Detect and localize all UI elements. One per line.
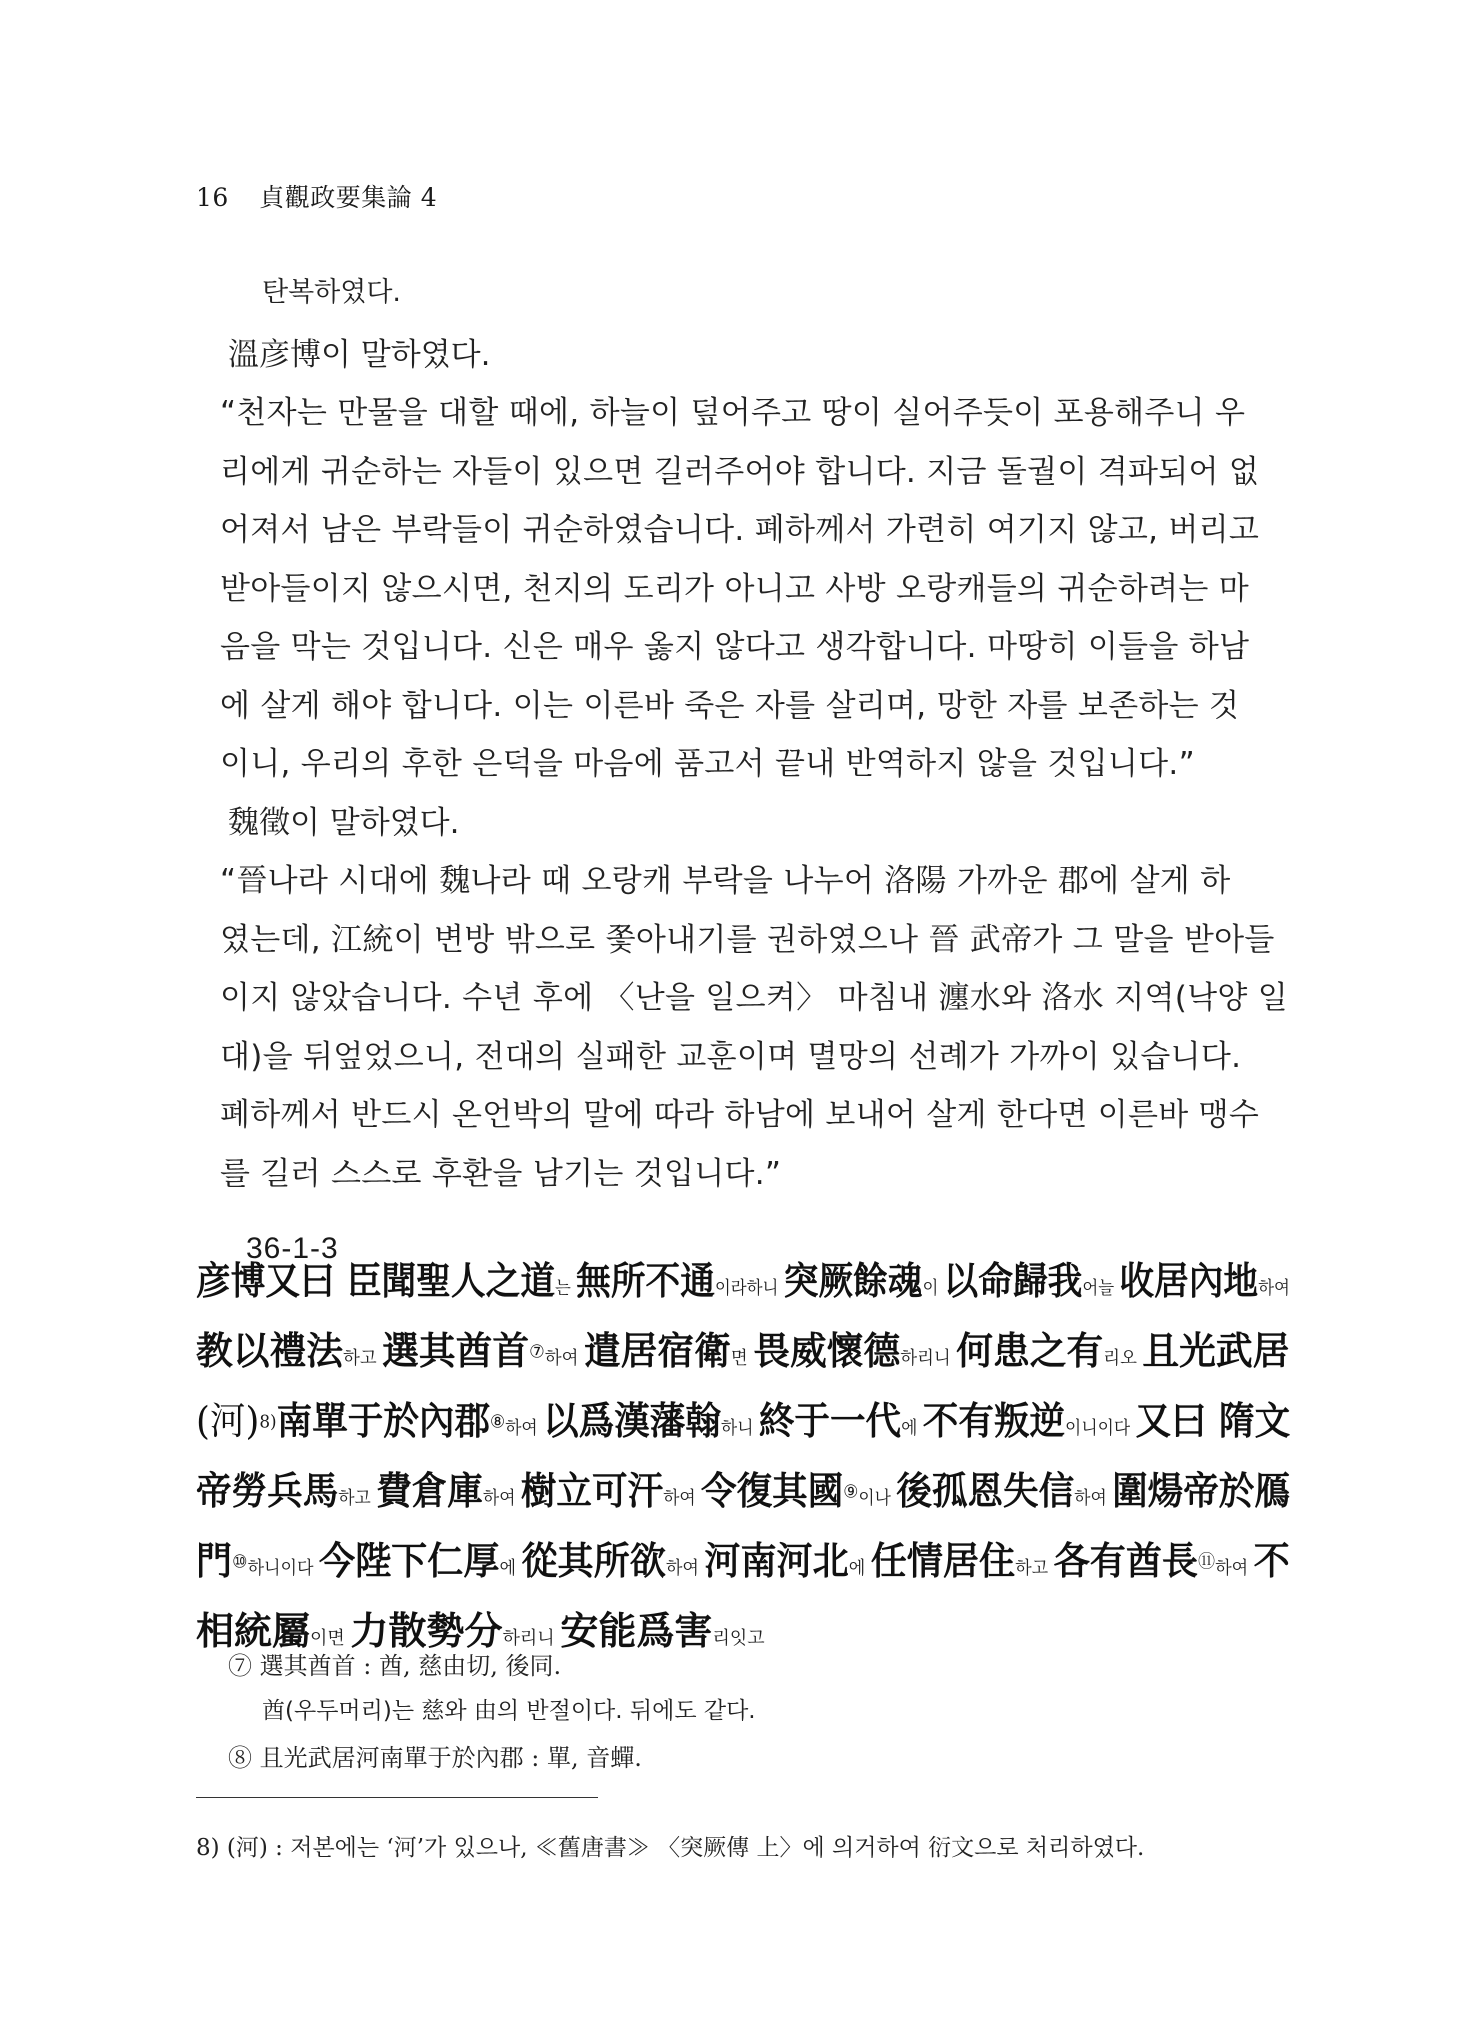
korean-particle: 하고 (338, 1488, 377, 1509)
classical-text: 費倉庫 (376, 1468, 483, 1513)
korean-particle: 이니이다 (1065, 1418, 1136, 1439)
page-number: 16 (196, 183, 229, 212)
translation-line: “晉나라 시대에 魏나라 때 오랑캐 부락을 나누어 洛陽 가까운 郡에 살게 하 (220, 863, 1231, 899)
book-title: 貞觀政要集論 4 (259, 183, 438, 212)
classical-text: 收居內地 (1119, 1258, 1259, 1303)
original-text-line (196, 1250, 1290, 1305)
translation-line: 이니, 우리의 후한 은덕을 마음에 품고서 끝내 반역하지 않을 것입니다.” (220, 746, 1195, 782)
classical-text: 南單于於內郡 (276, 1398, 491, 1443)
classical-text: 何患之有 (956, 1328, 1104, 1373)
classical-text: 力散勢分 (350, 1608, 503, 1653)
classical-text: 各有酋長 (1053, 1538, 1199, 1583)
korean-particle: 하여 (482, 1488, 521, 1509)
classical-text: 終于一代 (758, 1398, 902, 1443)
note-marker: ⑪ (1198, 1551, 1216, 1573)
section-number: 36-1-3 (246, 1232, 339, 1265)
translation-line: 에 살게 해야 합니다. 이는 이른바 죽은 자를 살리며, 망한 자를 보존하는 것 (220, 687, 1240, 724)
korean-particle: 리오 (1103, 1348, 1143, 1369)
note-marker: ⑨ (843, 1481, 859, 1503)
korean-particle: 이면 (310, 1628, 351, 1649)
classical-text: 選其酋首 (382, 1328, 530, 1373)
classical-text: 今陛下仁厚 (318, 1538, 500, 1583)
korean-particle: 하여 (663, 1488, 702, 1509)
footnote: 8) (河) : 저본에는 ‘河’가 있으나, ≪舊唐書≫ 〈突厥傳 上〉에 의거하여 衍文으로 처리하였다. (196, 1835, 1145, 1861)
note-marker: ⑦ (529, 1341, 545, 1363)
korean-particle: 하니이다 (247, 1558, 319, 1579)
classical-text: 且光武居 (1142, 1328, 1290, 1373)
translation-line: 받아들이지 않으시면, 천지의 도리가 아니고 사방 오랑캐들의 귀순하려는 마 (220, 570, 1250, 607)
translation-line: 리에게 귀순하는 자들이 있으면 길러주어야 합니다. 지금 돌궐이 격파되어 없 (220, 453, 1260, 490)
classical-text: 相統屬 (196, 1608, 311, 1653)
korean-particle: 는 (555, 1278, 577, 1299)
korean-particle: 에 (901, 1418, 923, 1439)
classical-text: 河南河北 (704, 1538, 849, 1583)
translation-line: 이지 않았습니다. 수년 후에 〈난을 일으켜〉 마침내 瀍水와 洛水 지역(낙양 일 (220, 980, 1289, 1016)
classical-text: 又曰 隋文 (1135, 1398, 1291, 1443)
classical-text: 彦博又曰 臣聞聖人之道 (196, 1258, 556, 1303)
translation-line: 대)을 뒤엎었으니, 전대의 실패한 교훈이며 멸망의 선례가 가까이 있습니다. (220, 1038, 1242, 1075)
classical-text: 門 (196, 1538, 233, 1583)
korean-particle: 에 (499, 1558, 522, 1579)
classical-text: 從其所欲 (521, 1538, 666, 1583)
classical-text: 圍煬帝於鴈 (1112, 1468, 1290, 1513)
original-text-line (196, 1530, 1290, 1585)
translation-line: 溫彦博이 말하였다. (228, 336, 491, 373)
translation-line: 였는데, 江統이 변방 밖으로 쫓아내기를 권하였으나 晉 武帝가 그 말을 받아들 (220, 921, 1275, 958)
annotation-8: ⑧ 且光武居河南單于於內郡 : 單, 音蟬. (228, 1744, 642, 1772)
classical-text: 任情居住 (870, 1538, 1016, 1583)
classical-text: 以命歸我 (943, 1258, 1083, 1303)
annotation-7-translation: 酋(우두머리)는 慈와 由의 반절이다. 뒤에도 같다. (262, 1698, 756, 1724)
translation-line: 음을 막는 것입니다. 신은 매우 옳지 않다고 생각합니다. 마땅히 이들을 하남 (220, 629, 1250, 665)
translation-line: 어져서 남은 부락들이 귀순하였습니다. 폐하께서 가련히 여기지 않고, 버리고 (220, 512, 1260, 548)
korean-particle: 하고 (1015, 1558, 1054, 1579)
korean-particle: 하여 (1215, 1558, 1254, 1579)
classical-text: 以爲漢藩翰 (543, 1398, 721, 1443)
korean-particle: 하여 (505, 1418, 544, 1439)
korean-particle: 하고 (342, 1348, 383, 1369)
korean-particle: 하리니 (900, 1348, 957, 1369)
footnote-divider (196, 1797, 598, 1798)
original-text-line (196, 1390, 1290, 1445)
korean-particle: 하여 (1074, 1488, 1113, 1509)
bracketed-text: (河) (196, 1399, 260, 1443)
korean-particle: 하여 (1258, 1278, 1290, 1299)
korean-particle: 어늘 (1082, 1278, 1120, 1299)
classical-text: 遣居宿衛 (583, 1328, 731, 1373)
classical-text: 突厥餘魂 (783, 1258, 923, 1303)
classical-text: 樹立可汗 (520, 1468, 664, 1513)
classical-text: 後孤恩失信 (896, 1468, 1075, 1513)
korean-particle: 이 (922, 1278, 944, 1299)
classical-text: 畏威懷德 (753, 1328, 901, 1373)
korean-particle: 하여 (544, 1348, 584, 1369)
korean-particle: 에 (848, 1558, 871, 1579)
classical-text: 不 (1253, 1538, 1290, 1583)
classical-text: 安能爲害 (560, 1608, 713, 1653)
translation-line: 탄복하였다. (262, 277, 401, 308)
translation-line: 魏徵이 말하였다. (228, 804, 460, 841)
korean-particle: 리잇고 (712, 1628, 765, 1649)
classical-text: 帝勞兵馬 (196, 1468, 339, 1513)
classical-text: 令復其國 (701, 1468, 844, 1513)
korean-particle: 이라하니 (714, 1278, 784, 1299)
korean-particle: 하여 (665, 1558, 705, 1579)
korean-particle: 하니 (720, 1418, 759, 1439)
annotation-7: ⑦ 選其酋首 : 酋, 慈由切, 後同. (228, 1652, 562, 1680)
korean-particle: 면 (730, 1348, 754, 1369)
translation-line: 폐하께서 반드시 온언박의 말에 따라 하남에 보내어 살게 한다면 이른바 맹수 (220, 1097, 1260, 1133)
original-text-line (196, 1460, 1290, 1515)
note-marker: ⑩ (232, 1551, 248, 1573)
classical-text: 不有叛逆 (922, 1398, 1066, 1443)
original-text-line (196, 1320, 1289, 1375)
note-marker: ⑧ (490, 1411, 506, 1433)
korean-particle: 하리니 (502, 1628, 561, 1649)
translation-line: 를 길러 스스로 후환을 남기는 것입니다.” (220, 1155, 782, 1192)
classical-text: 教以禮法 (196, 1328, 343, 1373)
translation-line: “천자는 만물을 대할 때에, 하늘이 덮어주고 땅이 실어주듯이 포용해주니 우 (220, 395, 1246, 431)
note-marker: 8) (259, 1411, 277, 1433)
classical-text: 無所不通 (576, 1258, 715, 1303)
korean-particle: 이나 (858, 1488, 897, 1509)
